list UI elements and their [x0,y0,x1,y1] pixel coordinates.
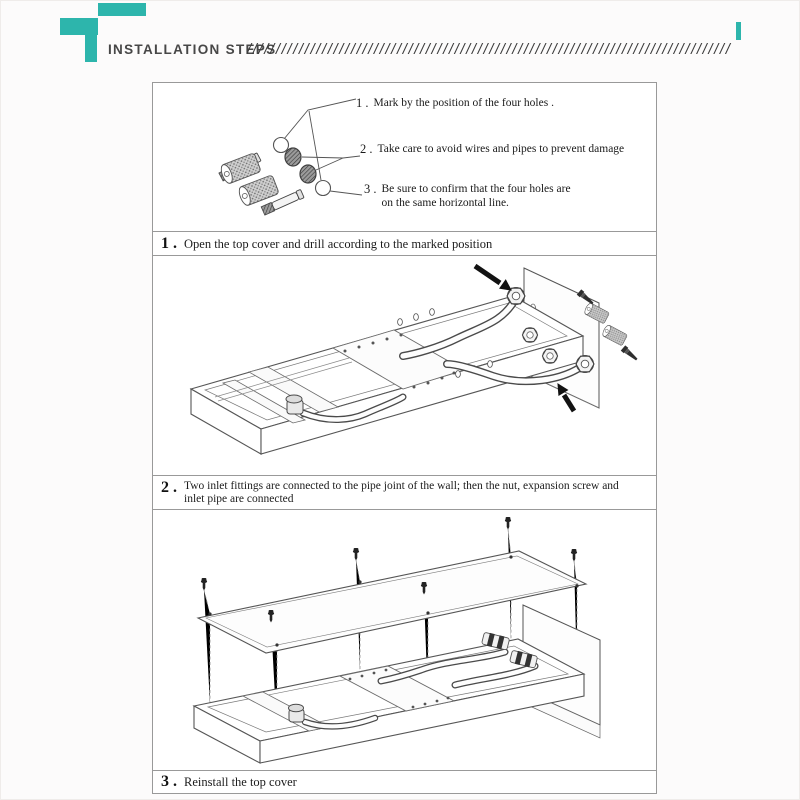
marking-holes [274,138,331,196]
step-number: 3 . [161,773,177,791]
annotation-text: Take care to avoid wires and pipes to prevent damage [377,143,625,155]
annotation-mark-holes [356,96,554,111]
annotation-number: 2 . [360,142,373,156]
annotation-text: Mark by the position of the four holes . [373,97,554,109]
step-caption-text: Reinstall the top cover [184,775,297,790]
annotation-horizontal-line [364,182,614,211]
wall-anchor [219,153,279,207]
cover-reinstall-diagram [153,510,656,770]
step-1-caption [153,231,656,255]
step-3-drawing-area [153,510,656,770]
header-slashes-decoration: //////////////////////////////////////////////////////////////////////////////////// [247,41,732,58]
annotation-text: Be sure to confirm that the four holes are on the same horizontal line. [381,183,571,209]
step-2-panel [152,255,657,510]
step-3-caption [153,770,656,793]
step-1-drawing-area [153,83,656,231]
step-2-caption [153,475,656,509]
elbow-fitting [289,704,305,722]
chassis-connection-diagram [153,256,656,475]
page-title: INSTALLATION STEPS [108,42,277,57]
elbow-fitting [286,395,303,414]
logo-bar-stem [85,32,97,62]
step-number: 1 . [161,235,177,253]
step-number: 2 . [161,478,177,496]
logo-bar-top [98,3,146,16]
step-caption-text: Open the top cover and drill according to the marked position [184,237,493,252]
step-2-drawing-area [153,256,656,475]
annotation-avoid-wires [360,142,624,157]
step-3-panel [152,509,657,794]
step-caption-text: Two inlet fittings are connected to the pipe joint of the wall; then the nut, expansion screw and inlet pipe are connected [184,479,619,506]
header-accent-right [736,22,741,40]
annotation-number: 3 . [364,182,377,196]
annotation-number: 1 . [356,96,369,110]
step-1-panel [152,82,657,256]
